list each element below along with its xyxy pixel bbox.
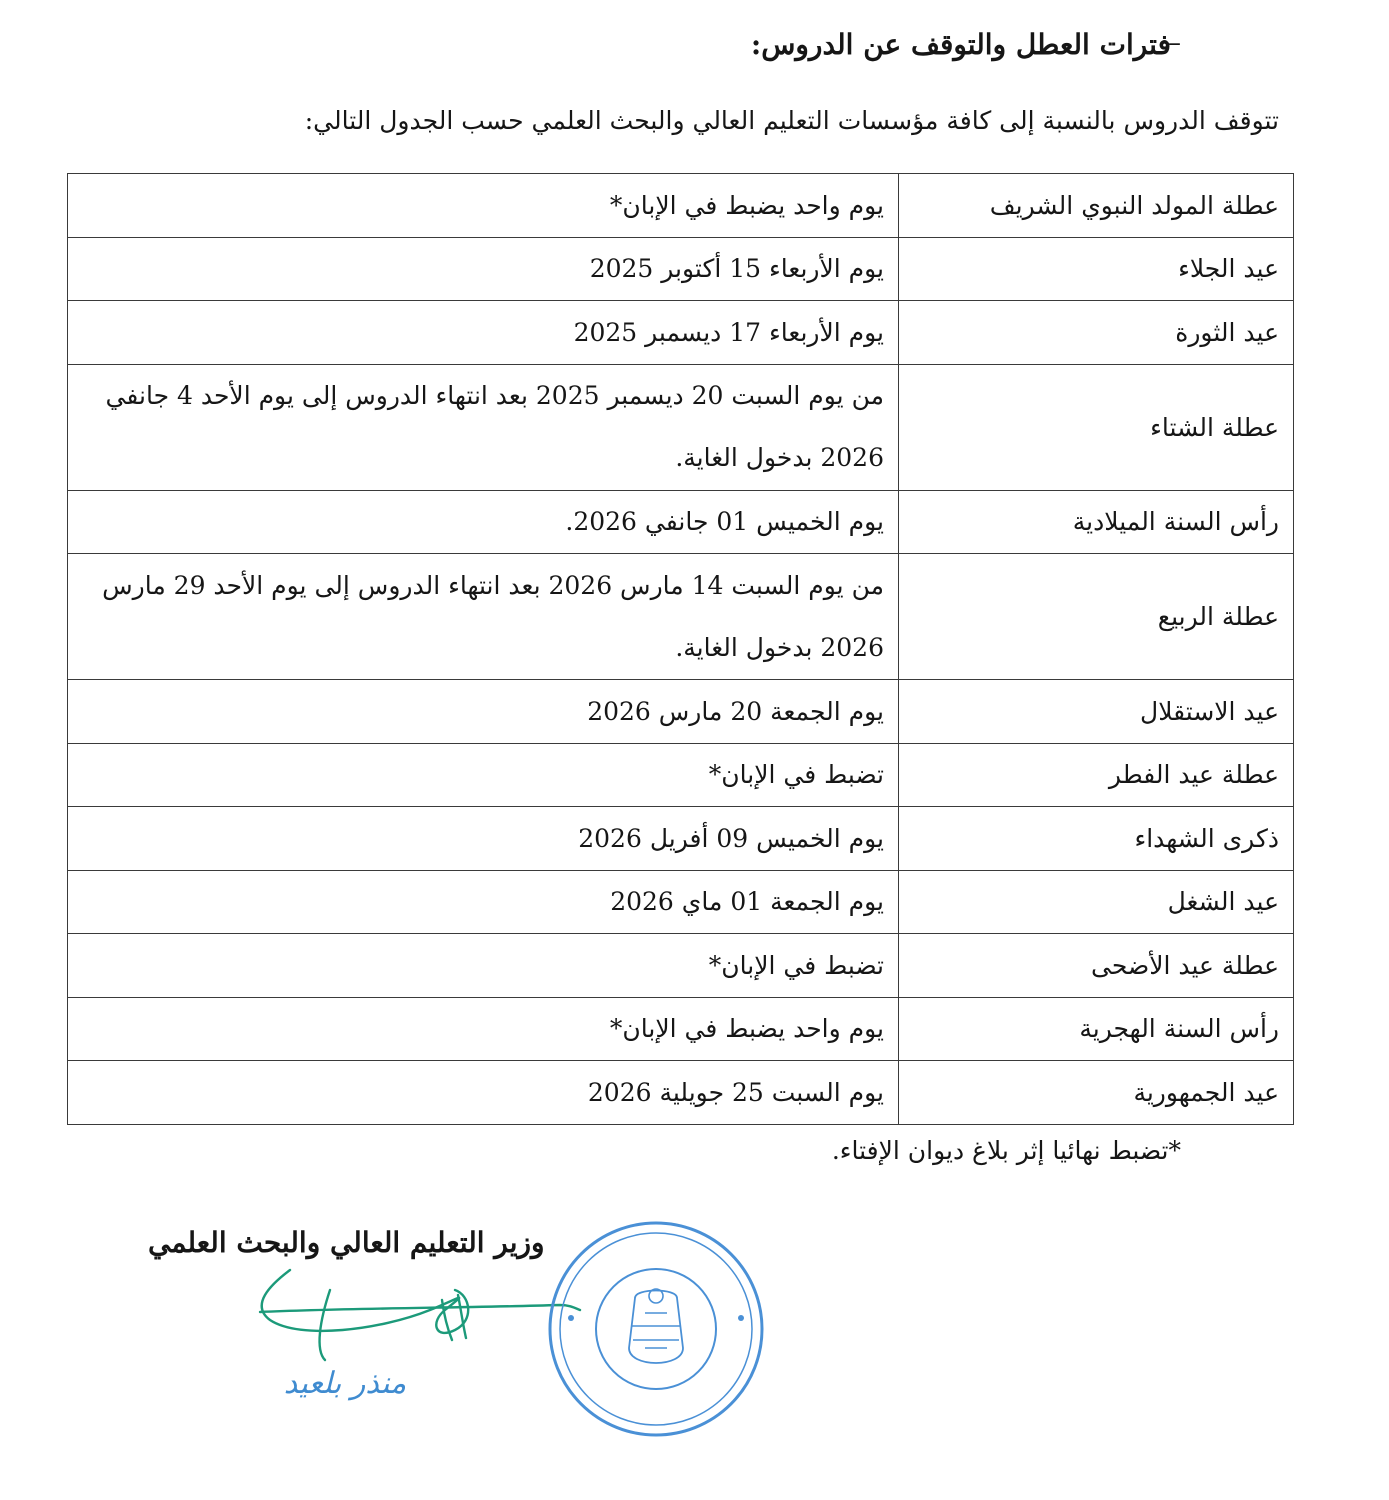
holiday-date-cell: يوم السبت 25 جويلية 2026: [68, 1061, 899, 1125]
intro-paragraph: تتوقف الدروس بالنسبة إلى كافة مؤسسات التعليم العالي والبحث العلمي حسب الجدول التالي:: [304, 106, 1279, 135]
holiday-name-cell: عطلة الشتاء: [899, 364, 1294, 490]
table-row: [68, 870, 1294, 934]
minister-name: منذر بلعيد: [283, 1366, 407, 1401]
table-row: [68, 364, 1294, 490]
holiday-name-cell: رأس السنة الميلادية: [899, 490, 1294, 554]
table-row: [68, 1061, 1294, 1125]
holiday-date-cell: يوم الجمعة 20 مارس 2026: [68, 680, 899, 744]
table-row: [68, 680, 1294, 744]
table-row: [68, 490, 1294, 554]
holiday-name-cell: عطلة عيد الأضحى: [899, 934, 1294, 998]
holiday-date-cell: يوم الخميس 01 جانفي 2026.: [68, 490, 899, 554]
holiday-name-cell: ذكرى الشهداء: [899, 807, 1294, 871]
official-seal-stamp: [545, 1218, 767, 1440]
holiday-date-cell: يوم واحد يضبط في الإبان*: [68, 997, 899, 1061]
holiday-date-cell: من يوم السبت 20 ديسمبر 2025 بعد انتهاء الدروس إلى يوم الأحد 4 جانفي 2026 بدخول الغاية.: [68, 364, 899, 490]
holiday-name-cell: عيد الاستقلال: [899, 680, 1294, 744]
holiday-name-cell: عيد الجمهورية: [899, 1061, 1294, 1125]
holiday-name-cell: عطلة الربيع: [899, 554, 1294, 680]
holiday-date-cell: من يوم السبت 14 مارس 2026 بعد انتهاء الدروس إلى يوم الأحد 29 مارس 2026 بدخول الغاية.: [68, 554, 899, 680]
holiday-name-cell: عيد الثورة: [899, 301, 1294, 365]
table-row: [68, 743, 1294, 807]
holiday-date-cell: يوم الخميس 09 أفريل 2026: [68, 807, 899, 871]
holiday-name-cell: رأس السنة الهجرية: [899, 997, 1294, 1061]
table-row: [68, 997, 1294, 1061]
holiday-date-cell: يوم واحد يضبط في الإبان*: [68, 174, 899, 238]
holiday-schedule-table: [67, 173, 1294, 1125]
holiday-date-cell: تضبط في الإبان*: [68, 743, 899, 807]
holiday-name-cell: عطلة عيد الفطر: [899, 743, 1294, 807]
holiday-name-cell: عطلة المولد النبوي الشريف: [899, 174, 1294, 238]
table-row: [68, 237, 1294, 301]
table-row: [68, 807, 1294, 871]
holiday-name-cell: عيد الجلاء: [899, 237, 1294, 301]
minister-title: وزير التعليم العالي والبحث العلمي: [148, 1226, 545, 1259]
holiday-date-cell: تضبط في الإبان*: [68, 934, 899, 998]
table-row: [68, 301, 1294, 365]
holiday-name-cell: عيد الشغل: [899, 870, 1294, 934]
holiday-date-cell: يوم الأربعاء 17 ديسمبر 2025: [68, 301, 899, 365]
table-row: [68, 934, 1294, 998]
footnote: *تضبط نهائيا إثر بلاغ ديوان الإفتاء.: [831, 1136, 1181, 1165]
table-row: [68, 174, 1294, 238]
section-heading: فترات العطل والتوقف عن الدروس:: [750, 28, 1171, 61]
holiday-date-cell: يوم الأربعاء 15 أكتوبر 2025: [68, 237, 899, 301]
holiday-date-cell: يوم الجمعة 01 ماي 2026: [68, 870, 899, 934]
table-row: [68, 554, 1294, 680]
heading-dash: –: [1168, 28, 1181, 58]
